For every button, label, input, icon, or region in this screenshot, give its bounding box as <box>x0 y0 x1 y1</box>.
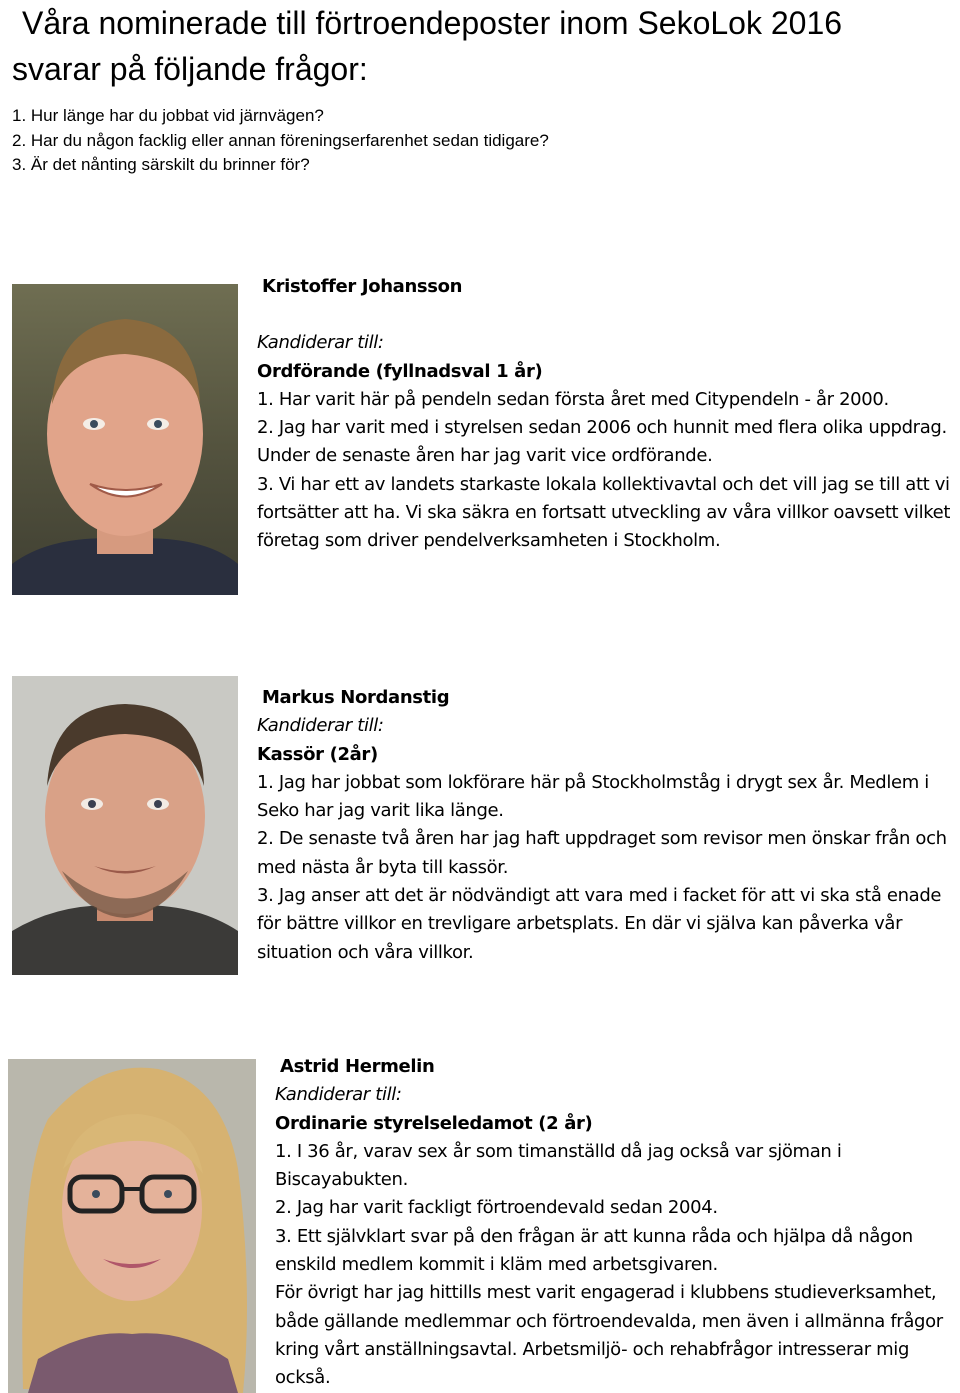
answer-item: 2. De senaste två åren har jag haft uppdraget som revisor men önskar från och med nästa år byta till kassör. <box>257 828 947 878</box>
candidate-kristoffer <box>257 273 957 556</box>
answer-item: 2. Jag har varit med i styrelsen sedan 2006 och hunnit med flera olika uppdrag. Under de senaste åren har jag varit vice ordförande. <box>257 417 947 467</box>
question-item: 1. Hur länge har du jobbat vid järnvägen? <box>12 106 324 125</box>
candidate-name: Kristoffer Johansson <box>262 276 463 297</box>
answer-item: 2. Jag har varit fackligt förtroendevald sedan 2004. <box>275 1197 718 1219</box>
spacer <box>257 301 957 329</box>
portrait-icon <box>12 284 238 595</box>
answer-item: 3. Jag anser att det är nödvändigt att vara med i facket för att vi ska stå enade för bättre villkor en trevligare arbetsplats. En där vi själva kan påverka vår situation och våra villkor. <box>257 885 942 963</box>
candidate-photo-kristoffer <box>12 284 238 595</box>
page-title <box>12 0 952 92</box>
answer-item: För övrigt har jag hittills mest varit engagerad i klubbens studieverksamhet, både gällande medlemmar och förtroendevalda, men även i allmänna frågor kring vårt anställningsavtal. Arbetsmiljö- och rehabfrågor intresserar mig också. <box>275 1282 943 1389</box>
question-item: 2. Har du någon facklig eller annan föreningserfarenhet sedan tidigare? <box>12 130 549 150</box>
candidate-role: Ordinarie styrelseledamot (2 år) <box>275 1112 593 1134</box>
candidate-name: Markus Nordanstig <box>262 687 450 708</box>
portrait-icon <box>12 676 238 975</box>
answer-item: 3. Ett självklart svar på den frågan är att kunna råda och hjälpa då någon enskild medlem kommit i kläm med arbetsgivaren. <box>275 1225 913 1276</box>
page-title-line-1: Våra nominerade till förtroendeposter inom SekoLok 2016 <box>22 5 843 41</box>
candidate-role: Ordförande (fyllnadsval 1 år) <box>257 360 543 382</box>
question-item: 3. Är det nånting särskilt du brinner för? <box>12 155 310 174</box>
candidate-label: Kandiderar till: <box>257 715 384 737</box>
answer-item: 3. Vi har ett av landets starkaste lokala kollektivavtal och det vill jag se till att vi fortsätter att ha. Vi ska säkra en fortsatt utveckling av våra villkor oavsett vilket företag som driver pendelverksamheten i Stockholm. <box>257 473 951 552</box>
candidate-label: Kandiderar till: <box>275 1084 402 1106</box>
answer-item: 1. Jag har jobbat som lokförare här på Stockholmståg i drygt sex år. Medlem i Seko har jag varit lika länge. <box>257 771 929 822</box>
candidate-label: Kandiderar till: <box>257 332 384 354</box>
candidate-astrid <box>275 1053 959 1393</box>
candidate-photo-astrid <box>8 1059 256 1393</box>
answer-item: 1. Har varit här på pendeln sedan första året med Citypendeln - år 2000. <box>257 388 889 410</box>
answer-item: 1. I 36 år, varav sex år som timanställd då jag också var sjöman i Biscayabukten. <box>275 1140 842 1191</box>
portrait-icon <box>8 1059 256 1393</box>
candidate-markus <box>257 684 957 967</box>
page-title-line-2: svarar på följande frågor: <box>12 51 368 87</box>
question-list <box>12 104 549 178</box>
candidate-name: Astrid Hermelin <box>280 1056 435 1077</box>
candidate-role: Kassör (2år) <box>257 743 378 765</box>
candidate-photo-markus <box>12 676 238 975</box>
